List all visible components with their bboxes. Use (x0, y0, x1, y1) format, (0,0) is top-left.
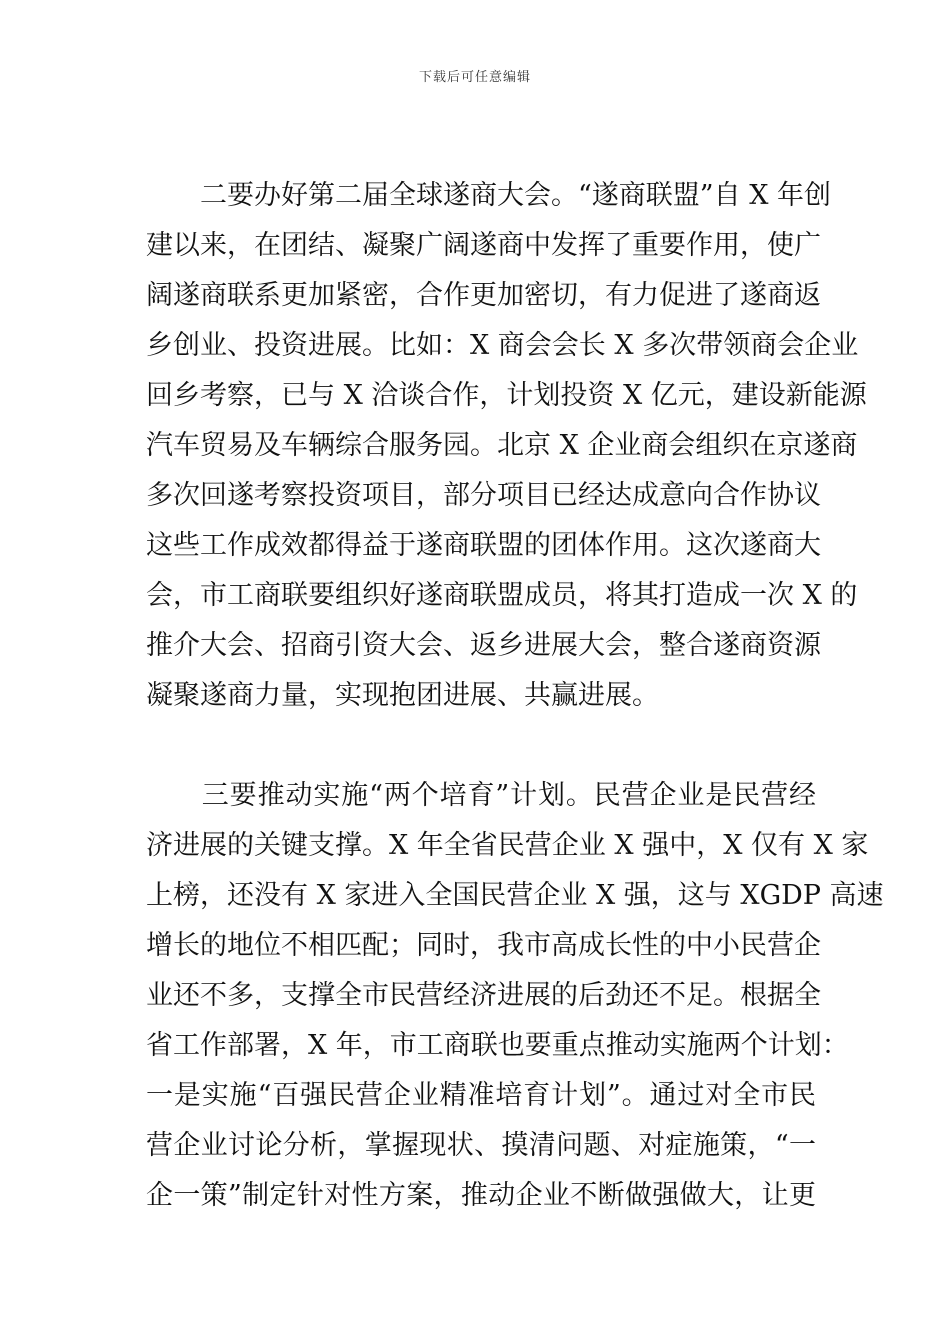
text-line: 阔遂商联系更加紧密，合作更加密切，有力促进了遂商返 (146, 280, 821, 311)
text-line: 增长的地位不相匹配；同时，我市高成长性的中小民营企 (146, 930, 821, 961)
text-line: 凝聚遂商力量，实现抱团进展、共赢进展。 (146, 680, 659, 711)
text-line: 三要推动实施“两个培育”计划。民营企业是民营经 (146, 780, 816, 811)
text-line: 营企业讨论分析，掌握现状、摸清问题、对症施策，“一 (146, 1130, 816, 1161)
text-line: 建以来，在团结、凝聚广阔遂商中发挥了重要作用，使广 (146, 230, 821, 261)
text-line: 多次回遂考察投资项目，部分项目已经达成意向合作协议 (146, 480, 821, 511)
text-line: 上榜，还没有 X 家进入全国民营企业 X 强，这与 XGDP 高速 (146, 880, 884, 911)
text-line: 会，市工商联要组织好遂商联盟成员，将其打造成一次 X 的 (146, 580, 858, 611)
page-header: 下载后可任意编辑 (418, 70, 531, 85)
text-line: 推介大会、招商引资大会、返乡进展大会，整合遂商资源 (146, 630, 821, 661)
text-line: 这些工作成效都得益于遂商联盟的团体作用。这次遂商大 (146, 530, 821, 561)
text-line: 一是实施“百强民营企业精准培育计划”。通过对全市民 (146, 1080, 816, 1111)
text-line: 回乡考察，已与 X 洽谈合作，计划投资 X 亿元，建设新能源 (146, 380, 867, 411)
text-line: 业还不多，支撑全市民营经济进展的后劲还不足。根据全 (146, 980, 821, 1011)
text-line: 二要办好第二届全球遂商大会。“遂商联盟”自 X 年创 (146, 180, 831, 211)
text-line: 省工作部署，X 年，市工商联也要重点推动实施两个计划： (146, 1030, 849, 1061)
text-line: 汽车贸易及车辆综合服务园。北京 X 企业商会组织在京遂商 (146, 430, 858, 461)
text-line: 企一策”制定针对性方案，推动企业不断做强做大，让更 (146, 1180, 816, 1211)
text-line: 济进展的关键支撑。X 年全省民营企业 X 强中，X 仅有 X 家 (146, 830, 869, 861)
text-line: 乡创业、投资进展。比如：X 商会会长 X 多次带领商会企业 (146, 330, 859, 361)
